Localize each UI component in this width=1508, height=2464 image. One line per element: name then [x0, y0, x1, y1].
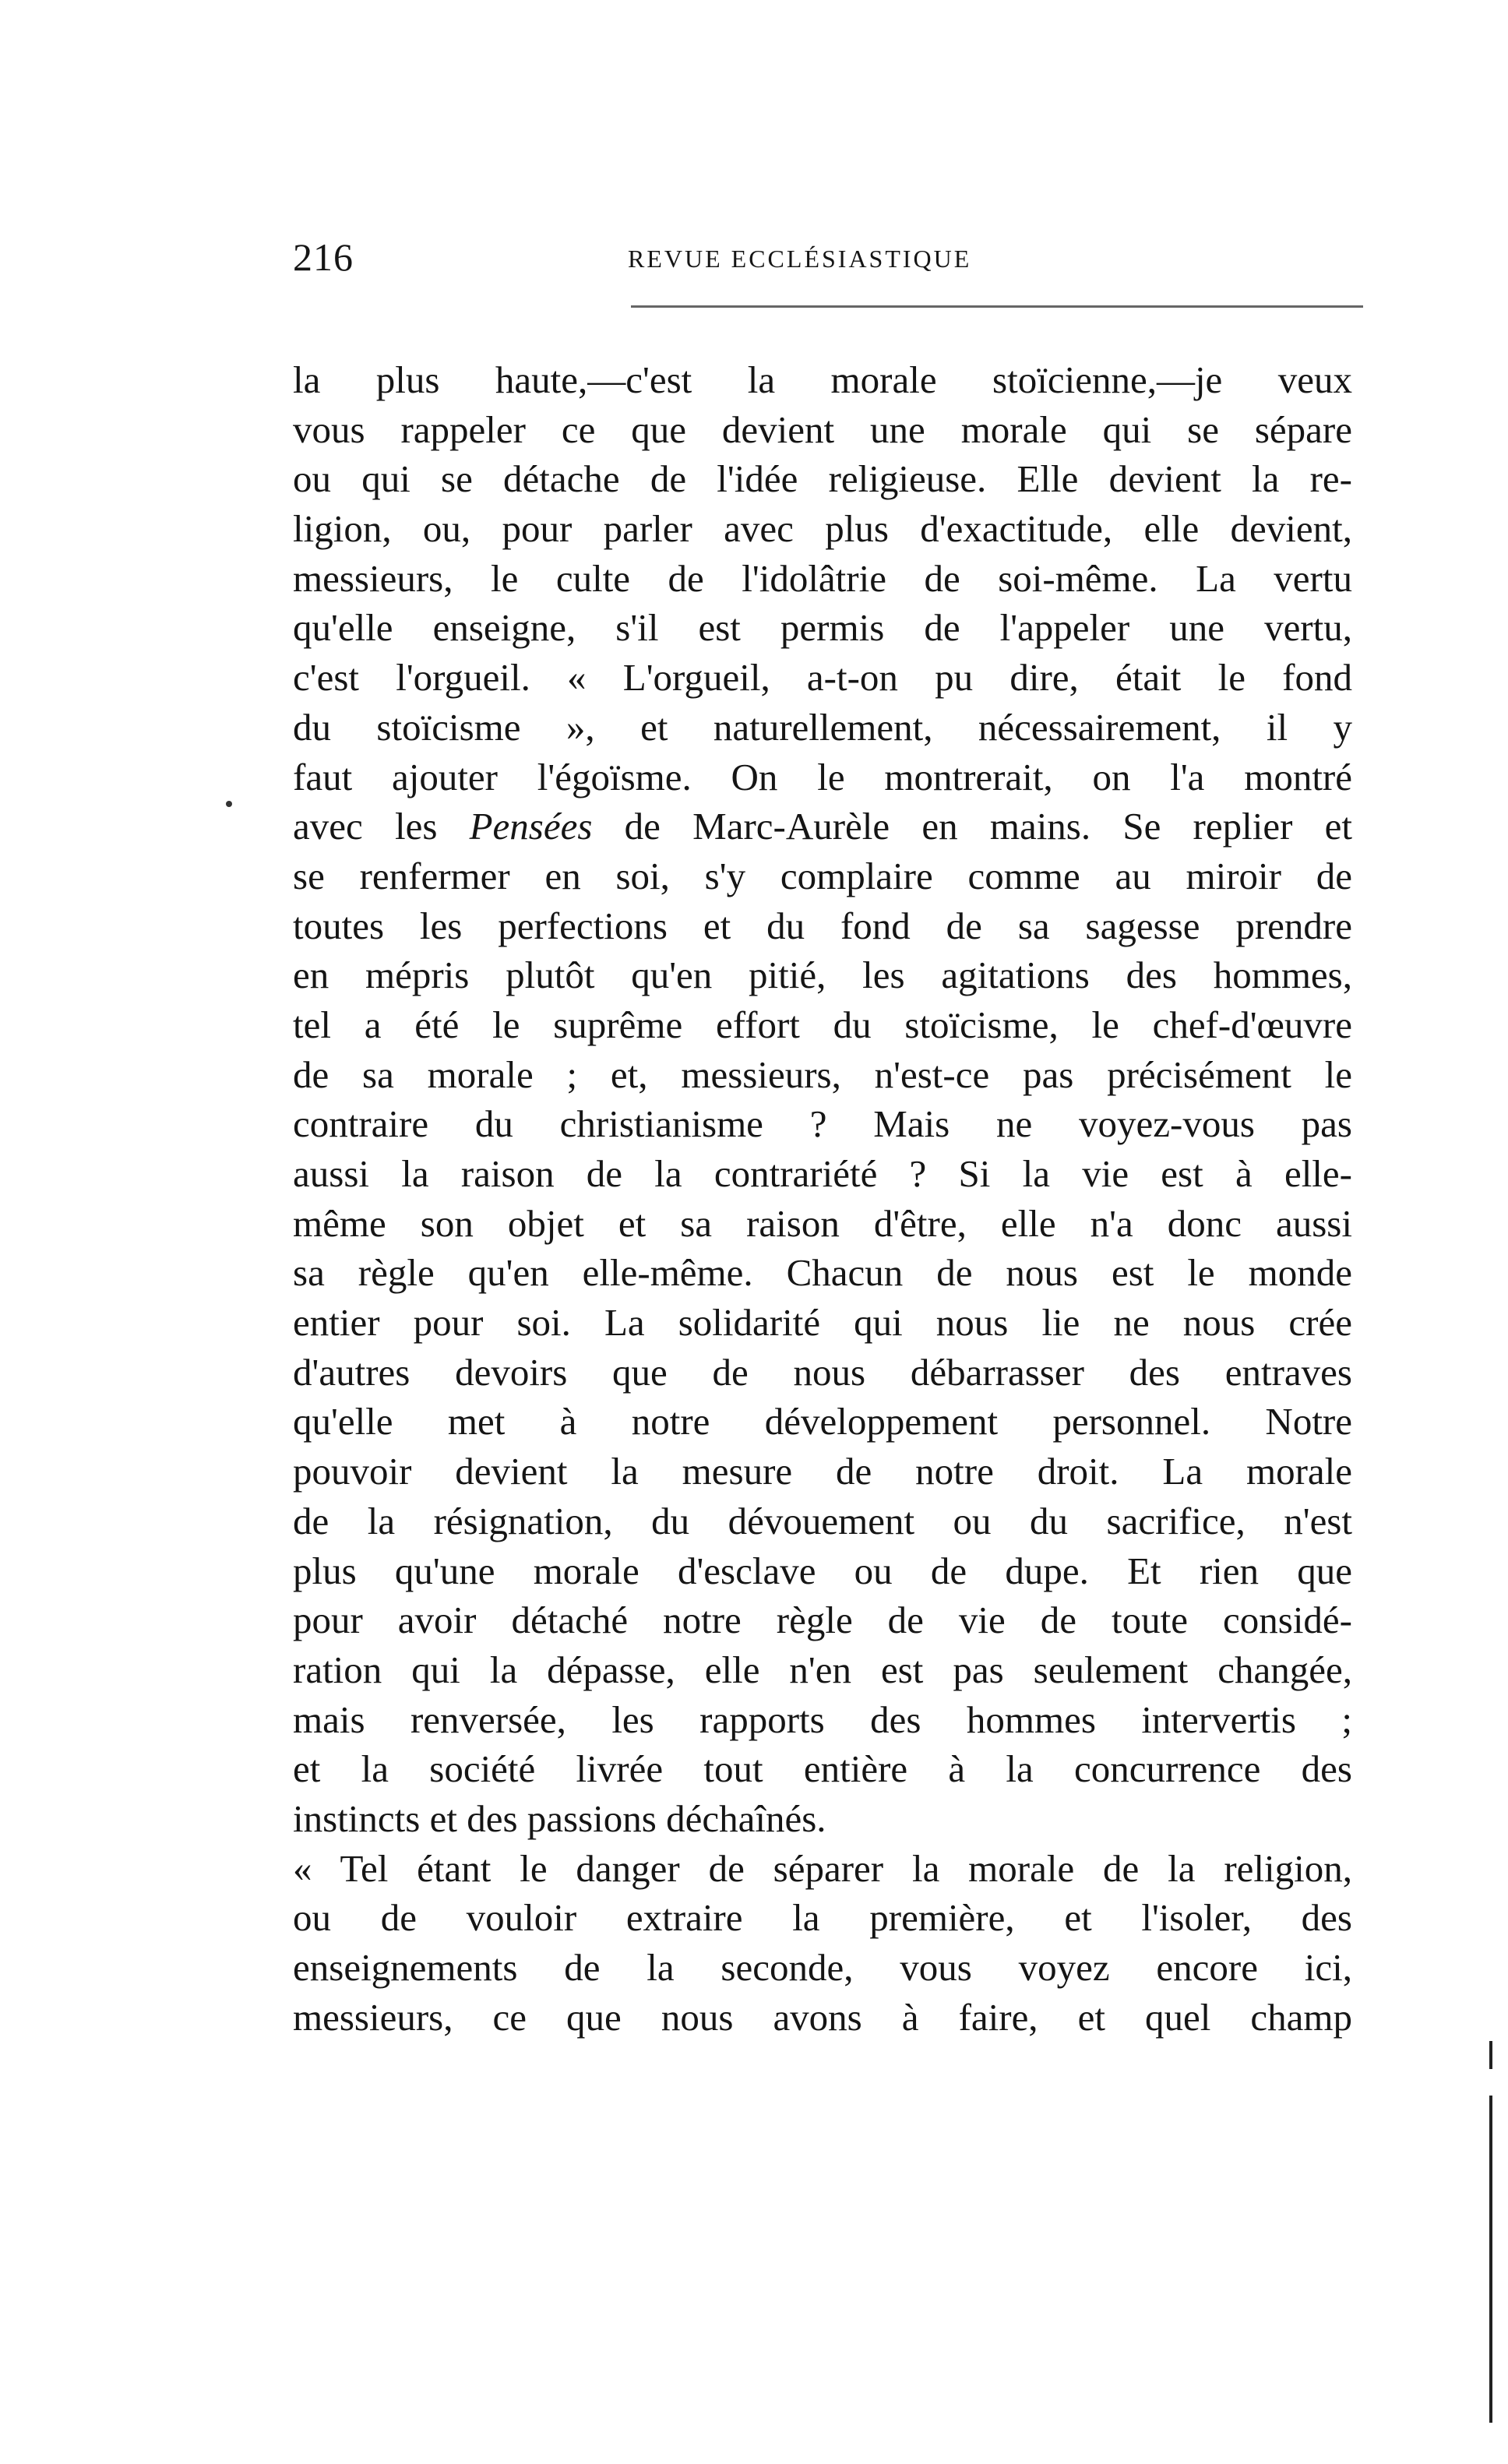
text-line: pouvoir devient la mesure de notre droit. La morale	[293, 1450, 1352, 1493]
text-line: se renfermer en soi, s'y complaire comme au miroir de	[293, 854, 1352, 897]
text-line: ligion, ou, pour parler avec plus d'exactitude, elle devient,	[293, 507, 1352, 551]
running-title: REVUE ECCLÉSIASTIQUE	[628, 245, 972, 273]
text-line: et la société livrée tout entière à la concurrence des	[293, 1747, 1352, 1791]
text-line: de la résignation, du dévouement ou du sacrifice, n'est	[293, 1499, 1352, 1542]
text-line: toutes les perfections et du fond de sa sagesse prendre	[293, 904, 1352, 947]
text-line: faut ajouter l'égoïsme. On le montrerait, on l'a montré	[293, 755, 1352, 798]
header-rule	[631, 305, 1363, 308]
text-line: messieurs, le culte de l'idolâtrie de soi-même. La vertu	[293, 556, 1352, 600]
text-line: du stoïcisme », et naturellement, nécessairement, il y	[293, 705, 1352, 749]
text-line: d'autres devoirs que de nous débarrasser des entraves	[293, 1350, 1352, 1394]
text-line: qu'elle met à notre développement personnel. Notre	[293, 1400, 1352, 1444]
paragraph-last-line: instincts et des passions déchaînés.	[293, 1796, 826, 1840]
text-line: en mépris plutôt qu'en pitié, les agitations des hommes,	[293, 954, 1352, 997]
text-line: c'est l'orgueil. « L'orgueil, a-t-on pu dire, était le fond	[293, 656, 1352, 700]
text-line: « Tel étant le danger de séparer la morale de la religion,	[293, 1846, 1352, 1890]
scan-edge-mark	[1489, 2041, 1492, 2069]
text-line: avec les Pensées de Marc-Aurèle en mains. Se replier et	[293, 805, 1353, 848]
text-line: vous rappeler ce que devient une morale qui se sépare	[293, 407, 1352, 451]
text-line: entier pour soi. La solidarité qui nous lie ne nous crée	[293, 1301, 1352, 1345]
text-line: contraire du christianisme ? Mais ne voyez-vous pas	[293, 1102, 1352, 1146]
text-line: mais renversée, les rapports des hommes intervertis ;	[293, 1697, 1352, 1741]
scan-edge-mark	[1489, 2096, 1492, 2423]
text-line: messieurs, ce que nous avons à faire, et quel champ	[293, 1995, 1352, 2039]
page-number: 216	[293, 235, 354, 279]
text-line: la plus haute,—c'est la morale stoïcienne,—je veux	[293, 358, 1352, 401]
text-line: même son objet et sa raison d'être, elle n'a donc aussi	[293, 1201, 1352, 1245]
book-title: Pensées	[469, 805, 593, 848]
text-line: de sa morale ; et, messieurs, n'est-ce pas précisément le	[293, 1052, 1352, 1096]
text-line: tel a été le suprême effort du stoïcisme, le chef-d'œuvre	[293, 1003, 1352, 1046]
page-header	[293, 234, 1352, 280]
text-line: enseignements de la seconde, vous voyez encore ici,	[293, 1946, 1352, 1989]
text-line: qu'elle enseigne, s'il est permis de l'appeler une vertu,	[293, 606, 1352, 650]
text-line: pour avoir détaché notre règle de vie de toute considé-	[293, 1599, 1352, 1642]
text-line: ou qui se détache de l'idée religieuse. Elle devient la re-	[293, 457, 1352, 501]
text-line: plus qu'une morale d'esclave ou de dupe. Et rien que	[293, 1549, 1352, 1592]
body-text	[293, 355, 1352, 2042]
text-line: ration qui la dépasse, elle n'en est pas seulement changée,	[293, 1648, 1352, 1691]
text-line: ou de vouloir extraire la première, et l'isoler, des	[293, 1896, 1352, 1940]
text-line: sa règle qu'en elle-même. Chacun de nous est le monde	[293, 1251, 1352, 1295]
text-line: aussi la raison de la contrariété ? Si la vie est à elle-	[293, 1152, 1352, 1195]
margin-dot	[226, 801, 232, 807]
